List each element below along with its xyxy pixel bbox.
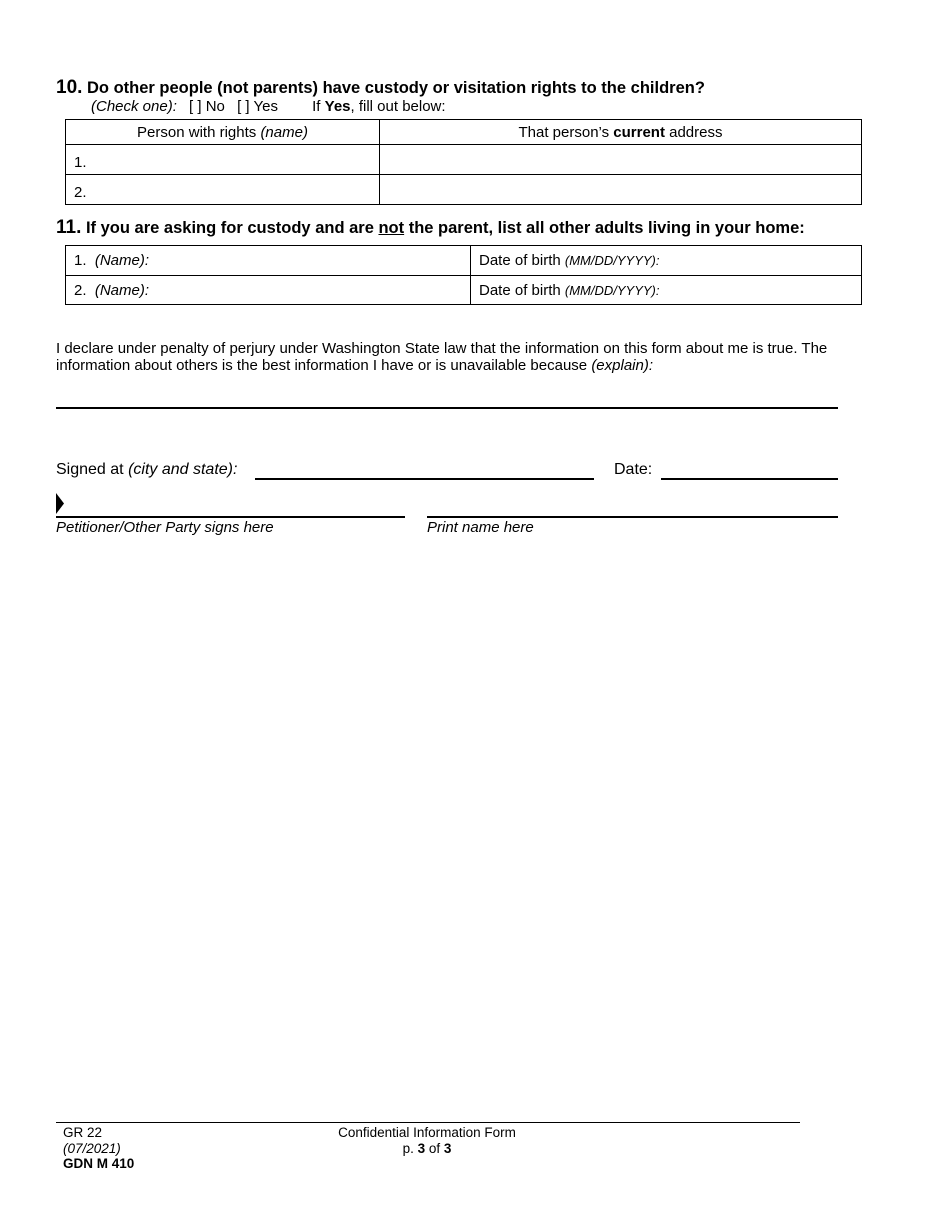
date-label: Date: [614, 461, 653, 478]
q11-row1-name-label: (Name): [94, 252, 150, 269]
q10-question: Do other people (not parents) have custody or visitation rights to the children? [87, 79, 705, 97]
q10-header-row [66, 120, 862, 145]
q11-row1-number: 1. [74, 252, 87, 269]
table-row [66, 145, 862, 175]
q10-instruction [312, 98, 445, 115]
q11-row2-dob-cell[interactable] [471, 276, 862, 305]
q11-row1-dob-cell[interactable] [471, 246, 862, 276]
q10-row2-name-cell[interactable] [66, 175, 380, 205]
q10-col2-header [380, 120, 862, 145]
footer-form-code: GDN M 410 [63, 1156, 135, 1171]
q10-row2-number: 2. [74, 184, 87, 201]
q10-if-suffix: , fill out below: [350, 98, 446, 115]
footer-page-num: 3 [417, 1140, 426, 1156]
footer-center [298, 1125, 556, 1156]
q10-if-yes: Yes [324, 98, 351, 115]
q10-check-row [91, 98, 446, 115]
print-name-caption: Print name here [427, 519, 534, 536]
q10-check-one-label: (Check one): [91, 98, 177, 115]
q10-row1-number: 1. [74, 154, 87, 171]
q10-table [65, 119, 862, 205]
footer-left [63, 1125, 134, 1172]
footer-page [298, 1141, 556, 1157]
q10-col1-italic: (name) [260, 123, 308, 141]
footer-page-prefix: p. [402, 1140, 418, 1156]
q11-question-b: the parent, list all other adults living in your home: [404, 219, 805, 237]
q10-col2-prefix: That person’s [518, 123, 614, 141]
signed-at-label [56, 461, 237, 479]
table-row [66, 276, 862, 305]
q11-question-not: not [378, 219, 405, 237]
q11-number: 11. [56, 217, 82, 238]
q11-row2-dob-format: (MM/DD/YYYY): [564, 282, 660, 298]
q11-row2-name-label: (Name): [94, 281, 150, 299]
table-row [66, 175, 862, 205]
q11-heading [56, 217, 805, 239]
footer-form-title: Confidential Information Form [338, 1125, 516, 1140]
sign-here-arrow-icon [56, 493, 65, 514]
q10-row1-name-cell[interactable] [66, 145, 380, 175]
table-row [66, 246, 862, 276]
q10-no-checkbox[interactable]: [ ] No [189, 98, 225, 115]
q10-if-prefix: If [312, 98, 325, 115]
signature-line[interactable] [56, 516, 405, 518]
footer-page-of: of [425, 1140, 444, 1156]
q10-row2-address-cell[interactable] [380, 175, 862, 205]
footer-rule-code: GR 22 [63, 1125, 103, 1140]
q10-col1-prefix: Person with rights [137, 123, 261, 141]
declaration-text [56, 340, 868, 374]
q11-table [65, 245, 862, 305]
q10-number: 10. [56, 77, 83, 98]
explain-line[interactable] [56, 407, 838, 409]
q11-row1-dob-label: Date of birth [479, 252, 565, 269]
q10-heading [56, 77, 705, 99]
signed-at-text: Signed at [56, 461, 129, 478]
q11-row1-name-cell[interactable] [66, 246, 471, 276]
q10-row1-address-cell[interactable] [380, 145, 862, 175]
city-state-line[interactable] [255, 478, 594, 480]
city-state-text: (city and state): [128, 461, 238, 478]
q11-row2-number: 2. [74, 281, 87, 299]
footer-page-total: 3 [443, 1140, 452, 1156]
q10-yes-checkbox[interactable]: [ ] Yes [237, 98, 278, 115]
signature-caption: Petitioner/Other Party signs here [56, 519, 274, 536]
q10-col2-suffix: address [664, 123, 723, 141]
q11-row1-dob-format: (MM/DD/YYYY): [564, 253, 660, 268]
declaration-body: I declare under penalty of perjury under Washington State law that the information on this form about me is true. The information about others is the best information I have or is unavailable because [56, 340, 828, 374]
footer-rev-date: (07/2021) [63, 1140, 121, 1156]
date-line[interactable] [661, 478, 838, 480]
print-name-line[interactable] [427, 516, 838, 518]
q11-row2-dob-label: Date of birth [479, 281, 565, 299]
q10-col2-bold: current [613, 123, 665, 141]
q11-row2-name-cell[interactable] [66, 276, 471, 305]
q10-col1-header [66, 120, 380, 145]
footer-rule [56, 1122, 800, 1123]
declaration-explain: (explain): [591, 357, 654, 374]
q11-question-a: If you are asking for custody and are [85, 219, 379, 237]
